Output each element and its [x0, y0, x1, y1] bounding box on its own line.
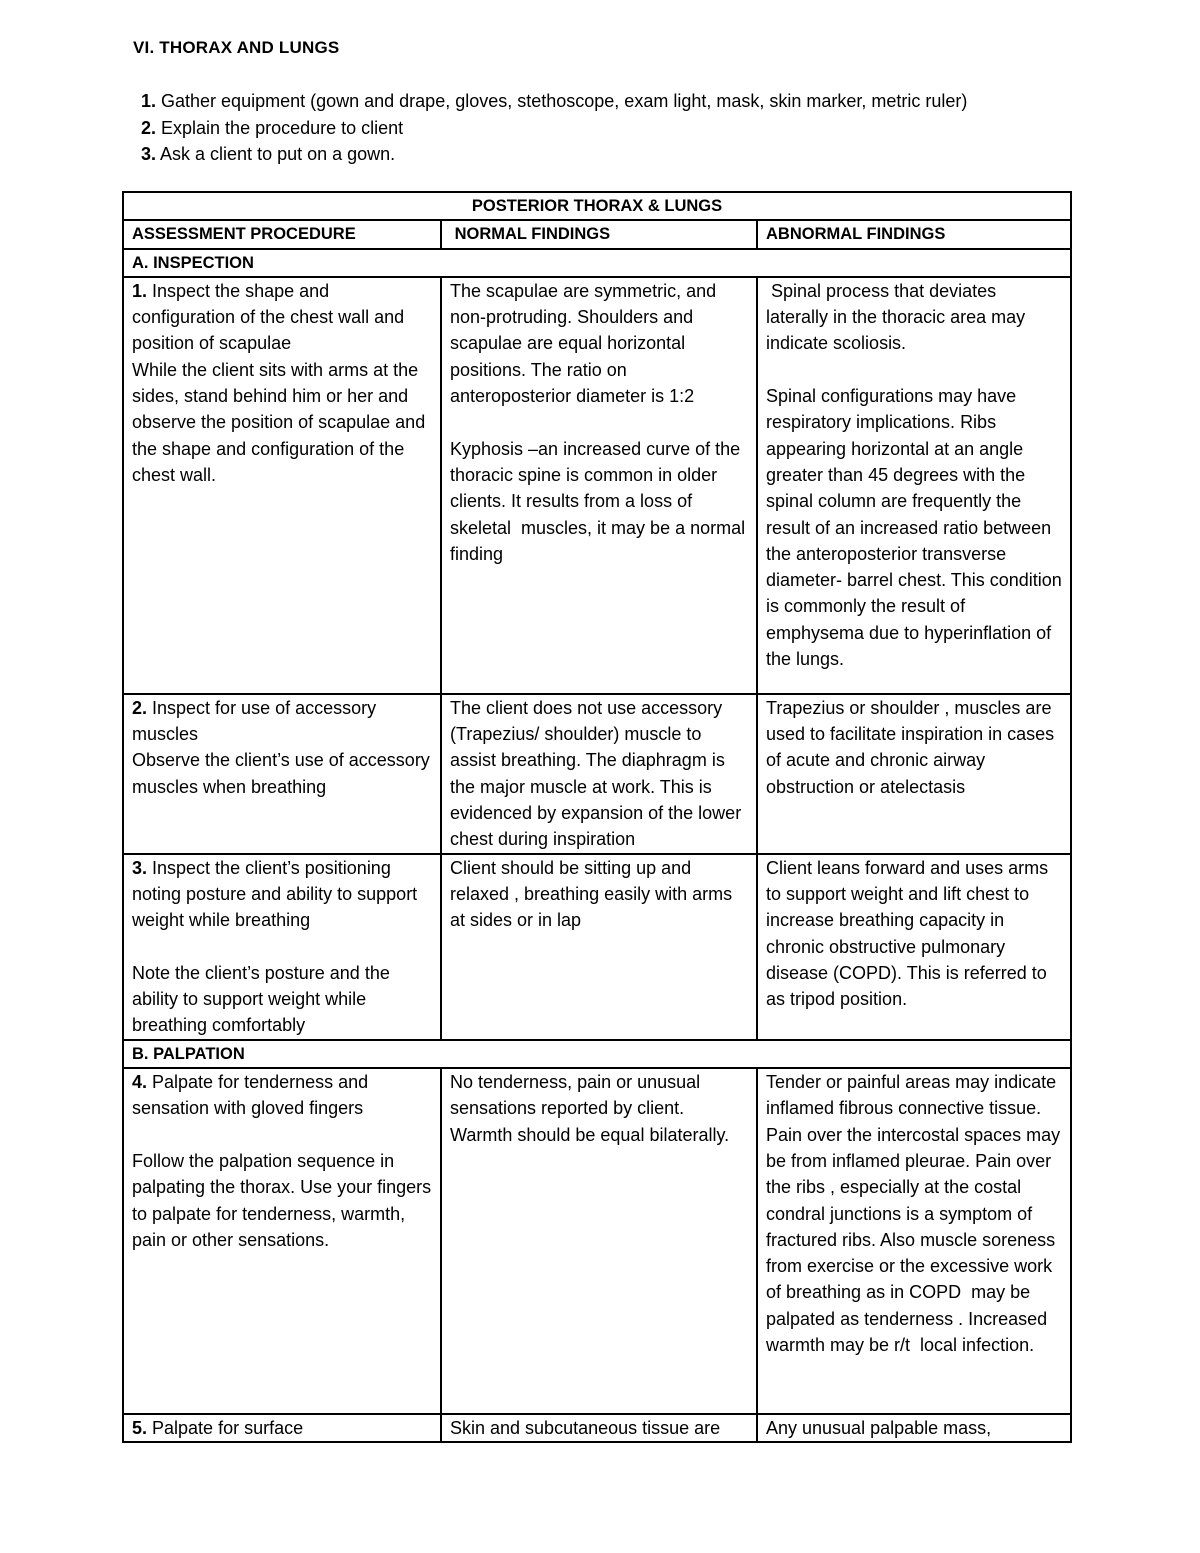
procedure-detail: Note the client’s posture and the ability to support weight while breathing comfortably	[132, 962, 395, 1036]
abnormal-cell	[757, 1068, 1071, 1414]
step-text: Ask a client to put on a gown.	[156, 144, 396, 164]
row-number: 3.	[132, 857, 148, 878]
abnormal-cell	[757, 694, 1071, 854]
step-number: 2.	[141, 117, 157, 138]
section-row	[123, 249, 1071, 277]
prep-step	[141, 115, 967, 142]
step-number: 1.	[141, 91, 157, 111]
row-number: 4.	[132, 1072, 148, 1093]
prep-step	[141, 141, 967, 168]
prep-steps-list	[141, 88, 967, 168]
page-title: VI. THORAX AND LUNGS	[133, 38, 340, 57]
normal-cell	[441, 694, 757, 854]
procedure-cell	[123, 854, 441, 1040]
procedure-title: 4. Palpate for tenderness and sensation with gloved fingers	[132, 1072, 369, 1119]
abnormal-cell	[757, 1414, 1071, 1442]
normal-cell	[441, 1068, 757, 1414]
step-text: Gather equipment (gown and drape, gloves, stethoscope, exam light, mask, skin marker, metric ruler)	[156, 91, 968, 111]
abnormal-finding: Any unusual palpable mass,	[766, 1418, 992, 1439]
procedure-cell	[123, 277, 441, 694]
column-header-normal: NORMAL FINDINGS	[441, 220, 757, 248]
normal-cell	[441, 1414, 757, 1442]
table-title: POSTERIOR THORAX & LUNGS	[123, 192, 1071, 220]
row-number: 1.	[132, 280, 148, 301]
section-palpation: B. PALPATION	[123, 1040, 1071, 1068]
normal-finding: Client should be sitting up and relaxed , breathing easily with arms at sides or in lap	[450, 857, 738, 931]
procedure-detail: Follow the palpation sequence in palpating the thorax. Use your fingers to palpate for tenderness, warmth, pain or other sensations.	[132, 1150, 437, 1250]
procedure-title: 3. Inspect the client’s positioning noting posture and ability to support weight while breathing	[132, 857, 418, 931]
normal-cell	[441, 277, 757, 694]
table-row	[123, 1068, 1071, 1414]
abnormal-finding: Trapezius or shoulder , muscles are used to facilitate inspiration in cases of acute and chronic airway obstruction or atelectasis	[766, 697, 1060, 797]
normal-finding: The client does not use accessory (Trapezius/ shoulder) muscle to assist breathing. The diaphragm is the major muscle at work. This is evidenced by expansion of the lower chest during inspiration	[450, 697, 747, 850]
step-text: Explain the procedure to client	[156, 117, 404, 138]
table-row	[123, 694, 1071, 854]
abnormal-finding: Client leans forward and uses arms to support weight and lift chest to increase breathing capacity in chronic obstructive pulmonary disease (COPD). This is referred to as tripod position.	[766, 857, 1054, 1010]
procedure-detail: While the client sits with arms at the sides, stand behind him or her and observe the position of scapulae and the shape and configuration of the chest wall.	[132, 359, 431, 485]
column-header-procedure: ASSESSMENT PROCEDURE	[123, 220, 441, 248]
section-inspection: A. INSPECTION	[123, 249, 1071, 277]
section-row	[123, 1040, 1071, 1068]
procedure-detail: Observe the client’s use of accessory muscles when breathing	[132, 750, 435, 797]
procedure-cell	[123, 1414, 441, 1442]
normal-finding: The scapulae are symmetric, and non-protruding. Shoulders and scapulae are equal horizontal positions. The ratio on anteroposterior diameter is 1:2	[450, 280, 722, 407]
procedure-cell	[123, 1068, 441, 1414]
abnormal-finding: Tender or painful areas may indicate inflamed fibrous connective tissue. Pain over the intercostal spaces may be from inflamed pleurae. Pain over the ribs , especially at the costal condral junctions is a symptom of fractured ribs. Also muscle soreness from exercise or the excessive work of breathing as in COPD may be palpated as tenderness . Increased warmth may be r/t local infection.	[766, 1072, 1066, 1356]
table-header-row	[123, 220, 1071, 248]
row-number: 5.	[132, 1418, 148, 1439]
abnormal-finding-note: Spinal configurations may have respiratory implications. Ribs appearing horizontal at an angle greater than 45 degrees with the spinal column are frequently the result of an increased ratio between the anteroposterior transverse diameter- barrel chest. This condition is commonly the result of emphysema due to hyperinflation of the lungs.	[766, 386, 1067, 670]
row-number: 2.	[132, 697, 148, 718]
column-header-abnormal: ABNORMAL FINDINGS	[757, 220, 1071, 248]
step-number: 3.	[141, 144, 157, 164]
normal-finding: No tenderness, pain or unusual sensations reported by client. Warmth should be equal bilaterally.	[450, 1072, 730, 1145]
table-title-row	[123, 192, 1071, 220]
abnormal-cell	[757, 854, 1071, 1040]
table-row	[123, 854, 1071, 1040]
assessment-table	[122, 191, 1072, 1443]
procedure-cell	[123, 694, 441, 854]
normal-finding: Skin and subcutaneous tissue are	[450, 1418, 721, 1439]
prep-step	[141, 88, 967, 115]
abnormal-cell	[757, 277, 1071, 694]
procedure-title: 1. Inspect the shape and configuration of the chest wall and position of scapulae	[132, 280, 405, 354]
table-row	[123, 1414, 1071, 1442]
table-row	[123, 277, 1071, 694]
procedure-title: 2. Inspect for use of accessory muscles	[132, 697, 377, 745]
normal-cell	[441, 854, 757, 1040]
normal-finding-note: Kyphosis –an increased curve of the thoracic spine is common in older clients. It results from a loss of skeletal muscles, it may be a normal finding	[450, 438, 751, 564]
procedure-title: 5. Palpate for surface	[132, 1418, 304, 1439]
abnormal-finding: Spinal process that deviates laterally in the thoracic area may indicate scoliosis.	[766, 280, 1031, 354]
